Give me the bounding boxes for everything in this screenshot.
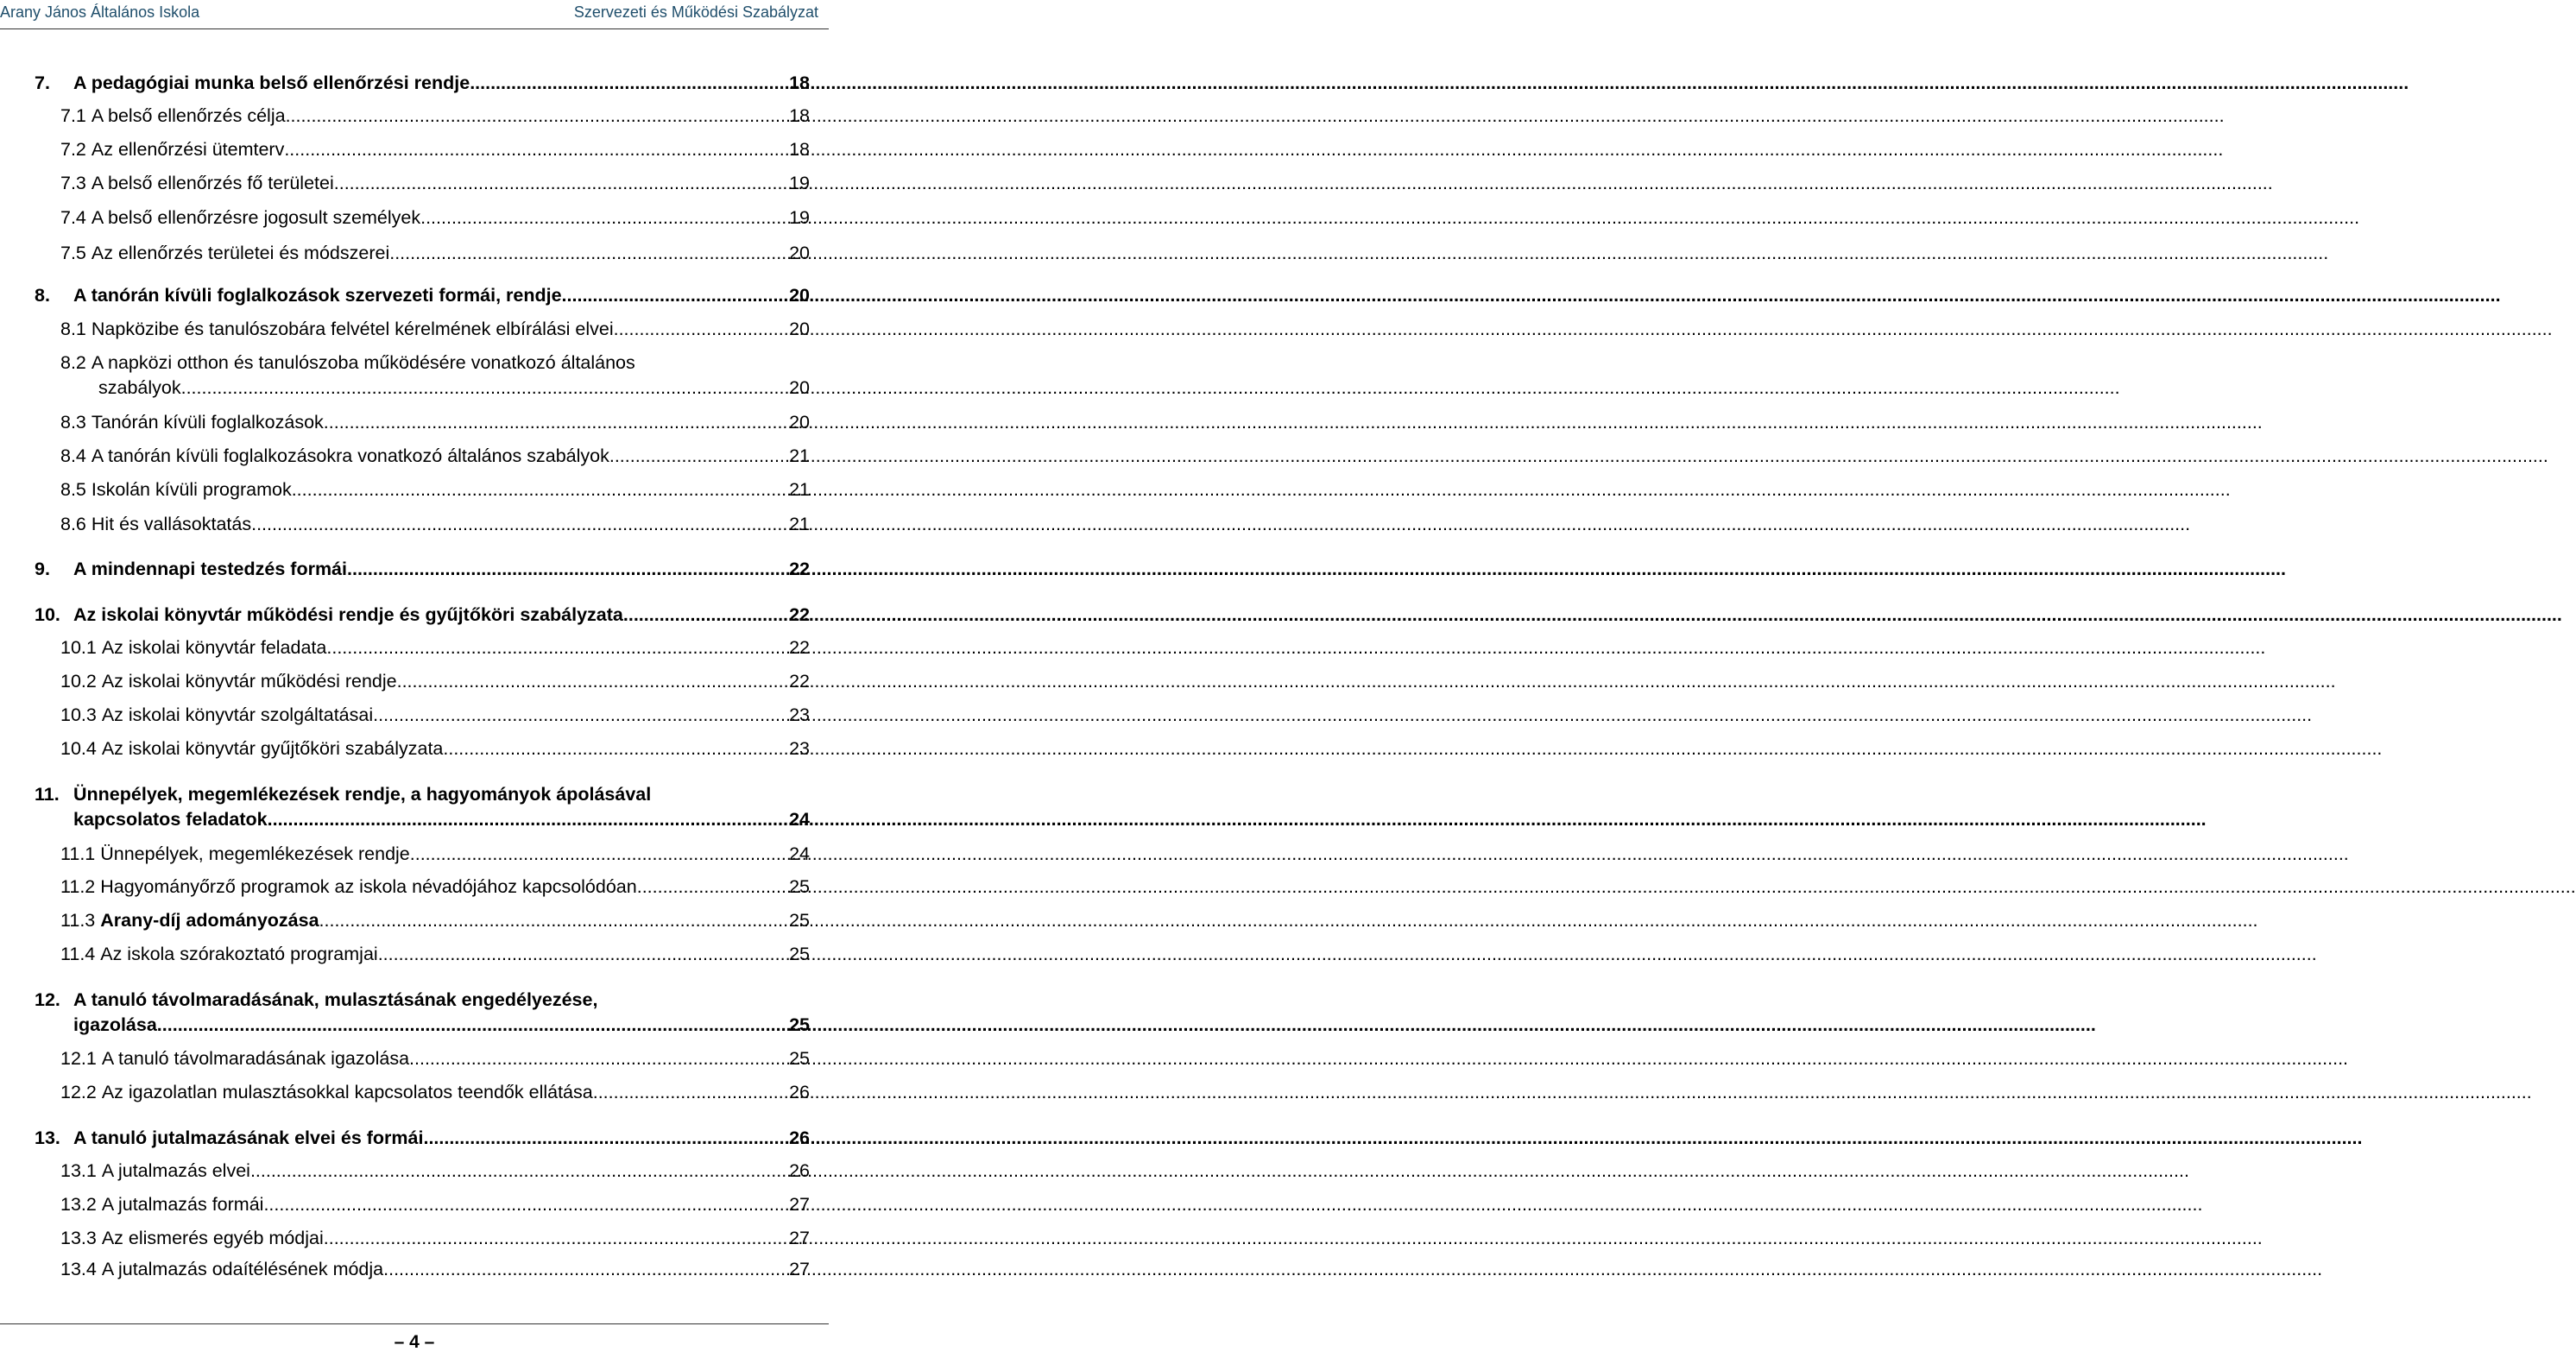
toc-entry-title: Napközibe és tanulószobára felvétel kérelmének elbírálási elvei	[91, 319, 614, 339]
toc-dot-leader	[324, 1228, 789, 1249]
toc-entry-title: A jutalmazás odaítélésének módja	[101, 1259, 384, 1279]
toc-entry-title: Az iskolai könyvtár szolgáltatásai	[101, 704, 374, 725]
toc-entry-number: 8.2	[60, 352, 86, 373]
toc-dot-leader	[637, 876, 789, 898]
toc-dot-leader	[326, 637, 789, 659]
toc-entry-title: Az iskolai könyvtár feladata	[101, 637, 327, 658]
toc-page-number: 18	[789, 73, 810, 93]
toc-entry-continuation[interactable]	[73, 1014, 810, 1036]
toc-page-number: 22	[789, 637, 810, 658]
toc-dot-leader	[389, 243, 789, 264]
toc-dot-leader	[470, 73, 789, 94]
toc-entry[interactable]	[60, 637, 810, 659]
toc-page-number: 24	[789, 809, 810, 830]
toc-entry[interactable]	[60, 1082, 810, 1103]
toc-entry[interactable]	[60, 910, 810, 932]
toc-page-number: 20	[789, 377, 810, 398]
toc-entry-number: 8.6	[60, 514, 86, 534]
toc-entry[interactable]	[60, 105, 810, 127]
toc-entry-title: A jutalmazás elvei	[101, 1160, 250, 1181]
toc-entry-title: Ünnepélyek, megemlékezések rendje, a hagyományok ápolásával	[73, 784, 652, 805]
toc-entry-title: A napközi otthon és tanulószoba működésére vonatkozó általános	[91, 352, 635, 373]
toc-entry-title: Az elismerés egyéb módjai	[101, 1228, 324, 1248]
toc-entry-title: Az iskola szórakoztató programjai	[100, 944, 378, 964]
toc-entry-title: A belső ellenőrzésre jogosult személyek	[91, 207, 421, 228]
toc-entry-number: 10.	[35, 604, 60, 625]
header-divider	[0, 28, 829, 29]
toc-dot-leader	[347, 559, 789, 580]
toc-entry-title: Az iskolai könyvtár működési rendje és gyűjtőköri szabályzata	[73, 604, 623, 625]
toc-entry-number: 10.2	[60, 671, 97, 692]
toc-page-number: 24	[789, 843, 810, 864]
toc-entry[interactable]	[35, 559, 810, 580]
toc-dot-leader	[284, 139, 789, 161]
toc-entry[interactable]	[60, 319, 810, 340]
toc-entry[interactable]	[60, 1259, 810, 1280]
toc-page-number: 25	[789, 876, 810, 897]
toc-entry-number: 7.3	[60, 173, 86, 193]
toc-entry[interactable]	[60, 704, 810, 726]
toc-entry-title-continued: igazolása	[73, 1014, 157, 1035]
toc-entry-number: 9.	[35, 559, 50, 579]
toc-page-number: 26	[789, 1160, 810, 1181]
toc-entry[interactable]	[60, 1160, 810, 1182]
toc-page-number: 18	[789, 105, 810, 126]
toc-entry-title: Az ellenőrzés területei és módszerei	[91, 243, 390, 263]
toc-entry-title: Hagyományőrző programok az iskola névadójához kapcsolódóan	[100, 876, 637, 897]
toc-entry-title: Iskolán kívüli programok	[91, 479, 292, 500]
toc-entry[interactable]	[60, 514, 810, 535]
toc-entry-number: 13.1	[60, 1160, 97, 1181]
toc-dot-leader	[397, 671, 789, 692]
toc-page-number: 26	[789, 1127, 810, 1148]
toc-entry-title: Az iskolai könyvtár működési rendje	[101, 671, 397, 692]
toc-entry-title: A tanórán kívüli foglalkozásokra vonatkozó általános szabályok	[91, 445, 609, 466]
toc-entry-number: 8.3	[60, 412, 86, 433]
toc-page-number: 23	[789, 704, 810, 725]
toc-entry[interactable]	[35, 989, 810, 1011]
toc-entry[interactable]	[35, 784, 810, 805]
toc-entry-title: A tanuló jutalmazásának elvei és formái	[73, 1127, 424, 1148]
toc-entry-title: Ünnepélyek, megemlékezések rendje	[100, 843, 410, 864]
toc-page-number: 20	[789, 243, 810, 263]
toc-page-number: 25	[789, 1048, 810, 1069]
toc-dot-leader	[334, 173, 789, 194]
footer-page-number: – 4 –	[394, 1332, 435, 1352]
toc-entry-title: A tanuló távolmaradásának, mulasztásának engedélyezése,	[73, 989, 598, 1010]
toc-entry-number: 7.5	[60, 243, 86, 263]
toc-dot-leader	[286, 105, 790, 127]
toc-entry[interactable]	[35, 1127, 810, 1149]
toc-entry-number: 11.	[35, 784, 60, 805]
toc-entry-number: 11.3	[60, 910, 96, 931]
toc-entry-title: A belső ellenőrzés fő területei	[91, 173, 334, 193]
toc-entry[interactable]	[60, 139, 810, 161]
toc-entry-number: 7.2	[60, 139, 86, 160]
toc-entry-title-continued: szabályok	[98, 377, 181, 398]
toc-entry-number: 10.4	[60, 738, 97, 759]
toc-dot-leader	[410, 843, 789, 865]
toc-dot-leader	[409, 1048, 789, 1070]
toc-entry-number: 12.1	[60, 1048, 97, 1069]
toc-entry[interactable]	[60, 1048, 810, 1070]
toc-entry[interactable]	[60, 445, 810, 467]
toc-dot-leader	[157, 1014, 789, 1036]
toc-dot-leader	[593, 1082, 789, 1103]
toc-dot-leader	[614, 319, 789, 340]
toc-dot-leader	[268, 809, 789, 831]
toc-entry-number: 10.1	[60, 637, 97, 658]
toc-entry-number: 8.1	[60, 319, 86, 339]
toc-entry-continuation[interactable]	[73, 809, 810, 831]
toc-dot-leader	[378, 944, 789, 965]
toc-entry-number: 12.2	[60, 1082, 97, 1102]
toc-entry-title: A jutalmazás formái	[101, 1194, 264, 1215]
toc-entry-title: Tanórán kívüli foglalkozások	[91, 412, 324, 433]
header-school-name: Arany János Általános Iskola	[0, 3, 200, 21]
toc-page-number: 25	[789, 944, 810, 964]
toc-entry[interactable]	[60, 207, 810, 229]
toc-entry-title: Az iskolai könyvtár gyűjtőköri szabályzata	[101, 738, 444, 759]
toc-entry-title: A tanórán kívüli foglalkozások szervezeti formái, rendje	[73, 285, 562, 306]
toc-dot-leader	[423, 1127, 789, 1149]
toc-page-number: 18	[789, 139, 810, 160]
toc-page-number: 20	[789, 285, 810, 306]
toc-dot-leader	[373, 704, 789, 726]
toc-dot-leader	[420, 207, 789, 229]
toc-entry-number: 13.	[35, 1127, 60, 1148]
toc-entry[interactable]	[60, 412, 810, 433]
toc-page-number: 22	[789, 671, 810, 692]
toc-entry-title: Az igazolatlan mulasztásokkal kapcsolatos teendők ellátása	[101, 1082, 593, 1102]
toc-entry-number: 13.4	[60, 1259, 97, 1279]
toc-entry-number: 13.2	[60, 1194, 97, 1215]
toc-entry-number: 7.4	[60, 207, 86, 228]
toc-entry-title: A belső ellenőrzés célja	[91, 105, 286, 126]
toc-dot-leader	[623, 604, 789, 626]
toc-dot-leader	[181, 377, 789, 399]
toc-page-number: 26	[789, 1082, 810, 1102]
toc-entry-title: Az ellenőrzési ütemterv	[91, 139, 285, 160]
toc-entry[interactable]	[60, 479, 810, 501]
toc-dot-leader	[251, 514, 789, 535]
toc-entry-title: A pedagógiai munka belső ellenőrzési rendje	[73, 73, 470, 93]
toc-dot-leader	[250, 1160, 789, 1182]
toc-dot-leader	[443, 738, 789, 760]
toc-entry[interactable]	[60, 1194, 810, 1216]
toc-entry[interactable]	[60, 738, 810, 760]
toc-entry[interactable]	[60, 876, 810, 898]
toc-page-number: 22	[789, 604, 810, 625]
toc-page-number: 21	[789, 445, 810, 466]
header-document-title: Szervezeti és Működési Szabályzat	[573, 3, 818, 21]
footer-divider	[0, 1323, 829, 1324]
toc-entry-number: 12.	[35, 989, 60, 1010]
toc-dot-leader	[319, 910, 790, 932]
toc-entry-number: 7.	[35, 73, 50, 93]
toc-entry-number: 11.4	[60, 944, 96, 964]
toc-dot-leader	[383, 1259, 789, 1280]
toc-entry[interactable]	[60, 944, 810, 965]
toc-page-number: 27	[789, 1259, 810, 1279]
toc-entry-number: 10.3	[60, 704, 97, 725]
toc-entry[interactable]	[60, 352, 810, 374]
toc-entry-number: 13.3	[60, 1228, 97, 1248]
toc-page-number: 27	[789, 1194, 810, 1215]
toc-entry-number: 8.5	[60, 479, 86, 500]
toc-entry[interactable]	[35, 604, 810, 626]
toc-entry[interactable]	[35, 285, 810, 306]
toc-page-number: 20	[789, 319, 810, 339]
toc-entry-title-continued: kapcsolatos feladatok	[73, 809, 268, 830]
toc-entry-number: 7.1	[60, 105, 86, 126]
toc-entry-number: 11.2	[60, 876, 96, 897]
toc-page-number: 25	[789, 910, 810, 931]
toc-entry[interactable]	[60, 671, 810, 692]
toc-entry-title: A tanuló távolmaradásának igazolása	[101, 1048, 410, 1069]
toc-entry[interactable]	[60, 1228, 810, 1249]
toc-entry-title: A mindennapi testedzés formái	[73, 559, 347, 579]
toc-entry-number: 8.	[35, 285, 50, 306]
toc-entry[interactable]	[35, 73, 810, 94]
toc-entry[interactable]	[60, 843, 810, 865]
toc-dot-leader	[292, 479, 789, 501]
toc-dot-leader	[263, 1194, 789, 1216]
toc-entry-title: Hit és vallásoktatás	[91, 514, 252, 534]
toc-dot-leader	[562, 285, 790, 306]
toc-page-number: 21	[789, 479, 810, 500]
toc-page-number: 23	[789, 738, 810, 759]
toc-page-number: 22	[789, 559, 810, 579]
toc-entry[interactable]	[60, 173, 810, 194]
toc-entry-number: 11.1	[60, 843, 96, 864]
toc-page-number: 27	[789, 1228, 810, 1248]
toc-page-number: 21	[789, 514, 810, 534]
toc-dot-leader	[609, 445, 789, 467]
toc-entry-number: 8.4	[60, 445, 86, 466]
toc-page-number: 20	[789, 412, 810, 433]
toc-page-number: 19	[789, 173, 810, 193]
toc-page-number: 25	[789, 1014, 810, 1035]
toc-entry[interactable]	[60, 243, 810, 264]
toc-dot-leader	[324, 412, 789, 433]
toc-page-number: 19	[789, 207, 810, 228]
toc-entry-continuation[interactable]	[98, 377, 810, 399]
toc-entry-title: Arany-díj adományozása	[100, 910, 319, 931]
